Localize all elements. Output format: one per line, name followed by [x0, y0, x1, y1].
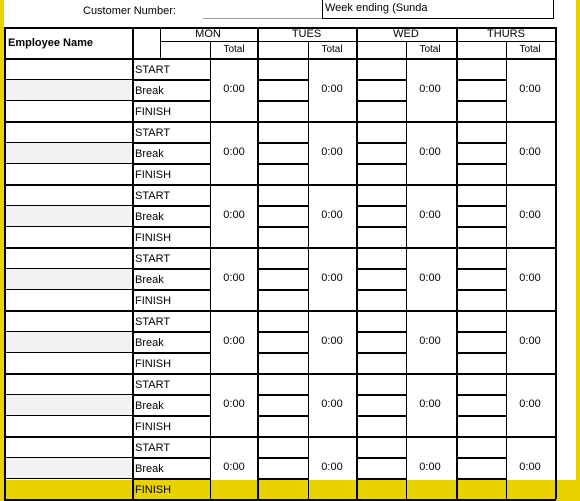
timesheet: [4, 0, 576, 496]
time-entry-cell[interactable]: [358, 332, 406, 351]
employee-name-cell[interactable]: [6, 60, 130, 119]
sheet-header: [4, 0, 576, 19]
time-row-divider: [134, 478, 210, 480]
time-entry-cell[interactable]: [259, 248, 308, 267]
name-row-divider: [6, 268, 132, 269]
time-entry-cell[interactable]: [458, 458, 506, 477]
time-row-divider: [458, 289, 506, 291]
time-entry-cell[interactable]: [134, 479, 210, 498]
time-entry-cell[interactable]: [134, 227, 210, 246]
time-entry-cell[interactable]: [358, 353, 406, 372]
time-row-divider: [134, 289, 210, 291]
day-total-value: 0:00: [419, 146, 441, 158]
time-row-divider: [358, 394, 406, 396]
row-label-break: Break: [135, 274, 164, 286]
row-label-break: Break: [135, 148, 164, 160]
time-row-divider: [134, 457, 210, 459]
time-entry-cell[interactable]: [458, 437, 506, 456]
time-row-divider: [358, 289, 406, 291]
time-entry-cell[interactable]: [259, 353, 308, 372]
name-row-divider: [6, 415, 132, 416]
total-header: Total: [321, 44, 343, 55]
time-entry-cell[interactable]: [358, 479, 406, 498]
row-label-start: START: [135, 127, 171, 139]
time-row-divider: [259, 394, 308, 396]
day-header-thurs: THURS: [487, 28, 525, 40]
time-entry-cell[interactable]: [458, 164, 506, 183]
time-row-divider: [358, 457, 406, 459]
row-label-break: Break: [135, 337, 164, 349]
time-row-divider: [134, 268, 210, 270]
week-ending-field[interactable]: [322, 0, 554, 19]
time-entry-cell[interactable]: [358, 143, 406, 162]
time-row-divider: [259, 268, 308, 270]
time-entry-cell[interactable]: [259, 458, 308, 477]
time-row-divider: [458, 478, 506, 480]
time-row-divider: [458, 415, 506, 417]
time-row-divider: [458, 394, 506, 396]
total-divider: [308, 41, 309, 499]
day-total-value: 0:00: [419, 272, 441, 284]
time-entry-cell[interactable]: [458, 353, 506, 372]
time-entry-cell[interactable]: [259, 395, 308, 414]
day-total-value: 0:00: [223, 398, 245, 410]
time-row-divider: [358, 352, 406, 354]
time-row-divider: [458, 163, 506, 165]
time-row-divider: [259, 352, 308, 354]
time-entry-cell[interactable]: [134, 185, 210, 204]
time-entry-cell[interactable]: [458, 80, 506, 99]
time-entry-cell[interactable]: [259, 311, 308, 330]
time-entry-cell[interactable]: [134, 416, 210, 435]
time-row-divider: [134, 415, 210, 417]
day-total-value: 0:00: [519, 209, 541, 221]
time-entry-cell[interactable]: [134, 143, 210, 162]
time-entry-cell[interactable]: [358, 269, 406, 288]
total-divider: [210, 41, 211, 499]
name-row-divider: [6, 331, 132, 332]
name-row-divider: [6, 100, 132, 101]
row-label-finish: FINISH: [135, 232, 172, 244]
time-row-divider: [358, 268, 406, 270]
time-row-divider: [358, 331, 406, 333]
time-row-divider: [259, 331, 308, 333]
name-row-divider: [6, 142, 132, 143]
day-total-value: 0:00: [321, 83, 343, 95]
time-entry-cell[interactable]: [358, 206, 406, 225]
time-entry-cell[interactable]: [458, 332, 506, 351]
time-row-divider: [259, 163, 308, 165]
row-label-finish: FINISH: [135, 106, 172, 118]
day-total-value: 0:00: [321, 146, 343, 158]
day-total-value: 0:00: [419, 335, 441, 347]
time-entry-cell[interactable]: [259, 185, 308, 204]
row-label-start: START: [135, 442, 171, 454]
time-entry-cell[interactable]: [134, 248, 210, 267]
time-row-divider: [259, 226, 308, 228]
time-entry-cell[interactable]: [259, 332, 308, 351]
time-entry-cell[interactable]: [259, 479, 308, 498]
time-row-divider: [458, 352, 506, 354]
time-row-divider: [134, 226, 210, 228]
time-row-divider: [358, 205, 406, 207]
employee-name-cell[interactable]: [6, 312, 130, 371]
time-row-divider: [358, 415, 406, 417]
time-row-divider: [458, 205, 506, 207]
time-entry-cell[interactable]: [134, 458, 210, 477]
time-row-divider: [358, 226, 406, 228]
time-row-divider: [259, 205, 308, 207]
time-entry-cell[interactable]: [259, 101, 308, 120]
time-row-divider: [134, 331, 210, 333]
time-row-divider: [259, 289, 308, 291]
time-entry-cell[interactable]: [358, 164, 406, 183]
time-entry-cell[interactable]: [358, 248, 406, 267]
time-entry-cell[interactable]: [458, 416, 506, 435]
time-entry-cell[interactable]: [358, 437, 406, 456]
time-entry-cell[interactable]: [458, 395, 506, 414]
row-label-break: Break: [135, 211, 164, 223]
day-total-value: 0:00: [321, 461, 343, 473]
time-entry-cell[interactable]: [358, 311, 406, 330]
day-total-value: 0:00: [519, 272, 541, 284]
time-row-divider: [259, 415, 308, 417]
time-entry-cell[interactable]: [458, 59, 506, 78]
time-entry-cell[interactable]: [134, 122, 210, 141]
day-total-value: 0:00: [419, 398, 441, 410]
time-entry-cell[interactable]: [134, 437, 210, 456]
time-row-divider: [358, 478, 406, 480]
table-right-border: [555, 27, 557, 499]
time-entry-cell[interactable]: [458, 290, 506, 309]
name-row-divider: [6, 226, 132, 227]
name-row-divider: [6, 289, 132, 290]
day-total-value: 0:00: [519, 461, 541, 473]
employee-name-cell[interactable]: [6, 438, 130, 497]
day-total-value: 0:00: [321, 335, 343, 347]
day-total-value: 0:00: [223, 272, 245, 284]
row-label-start: START: [135, 190, 171, 202]
time-row-divider: [134, 394, 210, 396]
day-total-value: 0:00: [321, 209, 343, 221]
day-total-value: 0:00: [223, 209, 245, 221]
time-entry-cell[interactable]: [134, 332, 210, 351]
time-row-divider: [358, 163, 406, 165]
name-row-divider: [6, 457, 132, 458]
customer-number-label: Customer Number:: [83, 5, 176, 17]
time-entry-cell[interactable]: [259, 80, 308, 99]
row-label-break: Break: [135, 463, 164, 475]
employee-name-cell[interactable]: [6, 249, 130, 308]
time-row-divider: [458, 268, 506, 270]
time-entry-cell[interactable]: [259, 59, 308, 78]
time-entry-cell[interactable]: [358, 185, 406, 204]
day-header-underline: [160, 41, 555, 42]
time-row-divider: [358, 142, 406, 144]
day-total-value: 0:00: [519, 398, 541, 410]
time-entry-cell[interactable]: [134, 164, 210, 183]
time-entry-cell[interactable]: [134, 311, 210, 330]
time-row-divider: [259, 100, 308, 102]
time-row-divider: [134, 100, 210, 102]
row-label-finish: FINISH: [135, 358, 172, 370]
time-row-divider: [458, 331, 506, 333]
time-row-divider: [134, 205, 210, 207]
time-entry-cell[interactable]: [134, 269, 210, 288]
time-entry-cell[interactable]: [134, 101, 210, 120]
day-total-value: 0:00: [419, 83, 441, 95]
time-entry-cell[interactable]: [358, 290, 406, 309]
time-row-divider: [259, 457, 308, 459]
name-row-divider: [6, 394, 132, 395]
row-label-finish: FINISH: [135, 421, 172, 433]
day-header-mon: MON: [195, 28, 221, 40]
total-divider: [506, 41, 507, 499]
time-row-divider: [358, 100, 406, 102]
total-header: Total: [519, 44, 541, 55]
row-label-finish: FINISH: [135, 169, 172, 181]
day-total-value: 0:00: [321, 272, 343, 284]
day-total-value: 0:00: [419, 209, 441, 221]
time-entry-cell[interactable]: [259, 206, 308, 225]
name-row-divider: [6, 205, 132, 206]
day-total-value: 0:00: [519, 335, 541, 347]
day-header-tues: TUES: [291, 28, 322, 40]
day-total-value: 0:00: [419, 461, 441, 473]
total-divider: [406, 41, 407, 499]
week-ending-label: Week ending (Sunda: [325, 2, 428, 14]
time-entry-cell[interactable]: [458, 101, 506, 120]
row-label-start: START: [135, 316, 171, 328]
employee-name-cell[interactable]: [6, 375, 130, 434]
time-row-divider: [458, 457, 506, 459]
time-row-divider: [458, 226, 506, 228]
time-entry-cell[interactable]: [259, 290, 308, 309]
time-entry-cell[interactable]: [134, 353, 210, 372]
time-row-divider: [458, 100, 506, 102]
time-entry-cell[interactable]: [358, 374, 406, 393]
row-label-finish: FINISH: [135, 484, 172, 496]
row-label-break: Break: [135, 85, 164, 97]
time-row-divider: [134, 142, 210, 144]
time-entry-cell[interactable]: [358, 416, 406, 435]
total-header: Total: [223, 44, 245, 55]
time-entry-cell[interactable]: [358, 80, 406, 99]
time-entry-cell[interactable]: [358, 122, 406, 141]
name-row-divider: [6, 79, 132, 80]
time-entry-cell[interactable]: [458, 227, 506, 246]
time-entry-cell[interactable]: [134, 374, 210, 393]
row-label-finish: FINISH: [135, 295, 172, 307]
time-entry-cell[interactable]: [259, 164, 308, 183]
time-row-divider: [259, 478, 308, 480]
time-entry-cell[interactable]: [358, 227, 406, 246]
time-entry-cell[interactable]: [458, 206, 506, 225]
timesheet-grid: [4, 27, 576, 496]
time-entry-cell[interactable]: [458, 143, 506, 162]
time-row-divider: [134, 79, 210, 81]
employee-name-cell[interactable]: [6, 186, 130, 245]
day-total-value: 0:00: [223, 146, 245, 158]
employee-name-header: Employee Name: [8, 37, 93, 49]
time-row-divider: [134, 352, 210, 354]
day-total-value: 0:00: [321, 398, 343, 410]
time-entry-cell[interactable]: [259, 269, 308, 288]
row-label-start: START: [135, 379, 171, 391]
time-entry-cell[interactable]: [458, 122, 506, 141]
time-row-divider: [259, 142, 308, 144]
time-entry-cell[interactable]: [259, 437, 308, 456]
time-row-divider: [134, 163, 210, 165]
name-row-divider: [6, 352, 132, 353]
time-entry-cell[interactable]: [358, 395, 406, 414]
time-entry-cell[interactable]: [259, 143, 308, 162]
time-row-divider: [259, 79, 308, 81]
time-entry-cell[interactable]: [458, 248, 506, 267]
time-row-divider: [458, 142, 506, 144]
time-entry-cell[interactable]: [134, 395, 210, 414]
time-entry-cell[interactable]: [358, 458, 406, 477]
time-entry-cell[interactable]: [458, 311, 506, 330]
name-row-divider: [6, 163, 132, 164]
time-entry-cell[interactable]: [259, 227, 308, 246]
day-total-value: 0:00: [519, 83, 541, 95]
time-entry-cell[interactable]: [358, 101, 406, 120]
row-label-break: Break: [135, 400, 164, 412]
time-entry-cell[interactable]: [259, 416, 308, 435]
time-entry-cell[interactable]: [458, 479, 506, 498]
time-row-divider: [458, 79, 506, 81]
time-entry-cell[interactable]: [358, 59, 406, 78]
day-total-value: 0:00: [223, 83, 245, 95]
row-label-start: START: [135, 253, 171, 265]
name-row-divider: [6, 478, 132, 479]
day-header-wed: WED: [393, 28, 419, 40]
row-label-start: START: [135, 64, 171, 76]
day-total-value: 0:00: [519, 146, 541, 158]
time-entry-cell[interactable]: [259, 122, 308, 141]
time-entry-cell[interactable]: [259, 374, 308, 393]
time-entry-cell[interactable]: [134, 206, 210, 225]
time-entry-cell[interactable]: [458, 269, 506, 288]
total-header: Total: [419, 44, 441, 55]
time-entry-cell[interactable]: [458, 185, 506, 204]
time-entry-cell[interactable]: [134, 59, 210, 78]
employee-name-cell[interactable]: [6, 123, 130, 182]
time-entry-cell[interactable]: [134, 80, 210, 99]
day-total-value: 0:00: [223, 335, 245, 347]
time-entry-cell[interactable]: [458, 374, 506, 393]
customer-number-field[interactable]: [203, 0, 322, 19]
time-entry-cell[interactable]: [134, 290, 210, 309]
day-total-value: 0:00: [223, 461, 245, 473]
time-row-divider: [358, 79, 406, 81]
